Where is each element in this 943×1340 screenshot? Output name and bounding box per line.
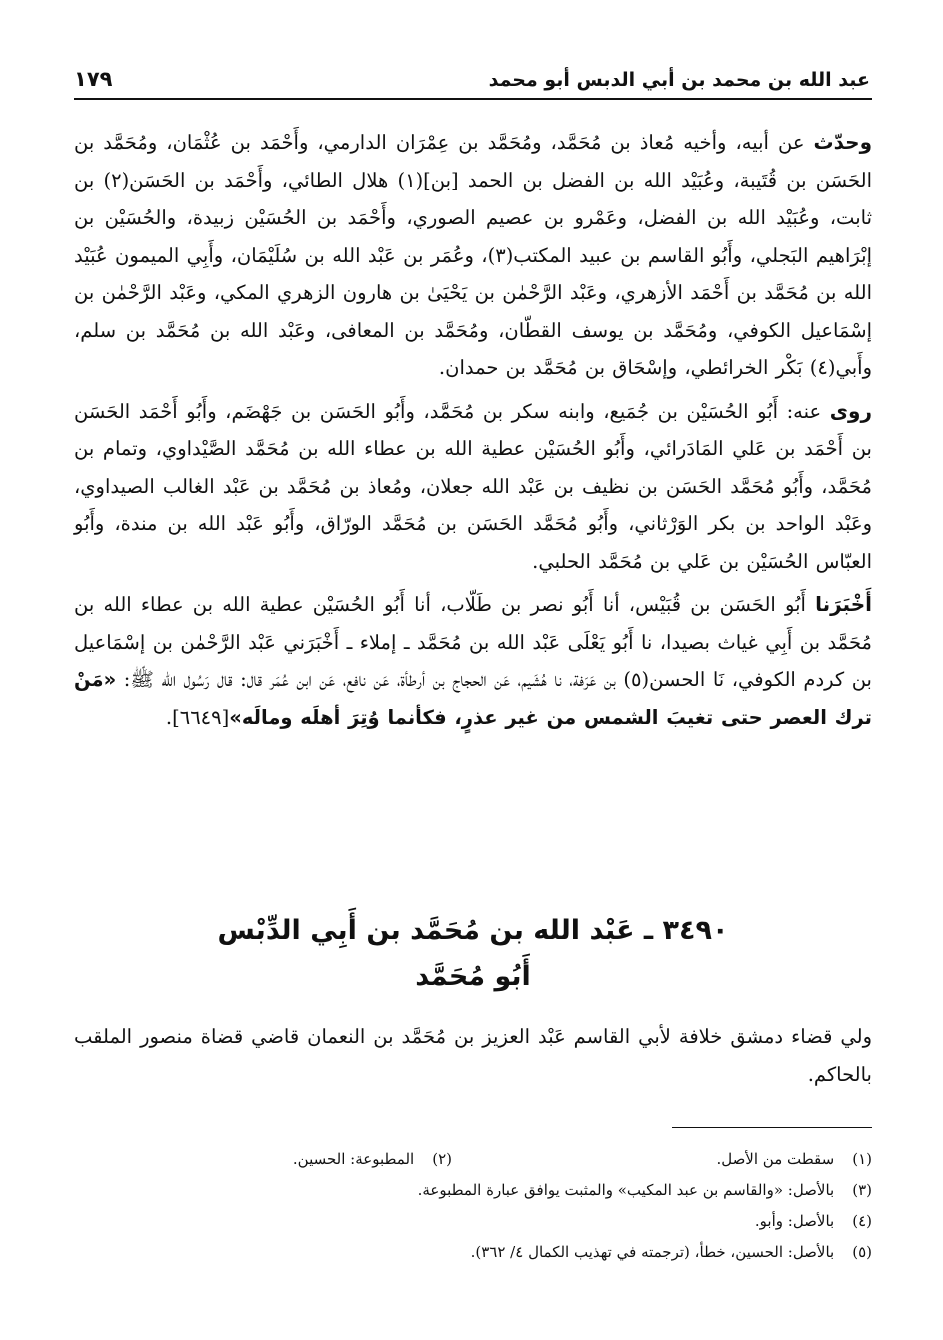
footnotes [74,1144,872,1268]
hadith-text: «مَنْ ترك العصر حتى تغيبَ الشمس من غير عذرٍ، فكأنما وُتِرَ أهلَه ومالَه» [74,668,872,729]
paragraph-lead: وحدّث [813,130,872,154]
footnote-1 [452,1144,872,1175]
footnote-number: (٥) [852,1243,872,1261]
footnote-row [74,1144,872,1175]
page-number: ١٧٩ [74,67,113,91]
paragraph-lead: أَخْبَرَنا [815,592,872,616]
header-rule [74,98,872,100]
footnote-number: (٣) [852,1181,872,1199]
footnote-number: (٢) [432,1150,452,1168]
paragraph-narrated-by [74,393,872,581]
paragraph-lead: روى [829,398,872,423]
footnote-number: (٤) [852,1212,872,1230]
footnote-rule [672,1127,872,1128]
entry-paragraph: ولي قضاء دمشق خلافة لأبي القاسم عَبْد العزيز بن مُحَمَّد بن النعمان قاضي قضاة منصور الملقب بالحاكم. [74,1025,872,1086]
footnote-text: المطبوعة: الحسين. [292,1150,415,1168]
footnote-number: (١) [852,1150,872,1168]
footnote-text: بالأصل: الحسين، خطأ، (ترجمته في تهذيب الكمال ٤/ ٣٦٢). [470,1243,835,1261]
paragraph-isnad [74,586,872,736]
footnote-text: سقطت من الأصل. [716,1150,835,1168]
footnote-row [74,1206,872,1237]
paragraph-narrated-from [74,124,872,387]
footnote-2 [293,1144,452,1175]
hadith-reference: [٦٦٤٩]. [165,705,230,729]
entry-heading [74,908,872,1000]
entry-title: ٣٤٩٠ ـ عَبْد الله بن مُحَمَّد بن أَبِي الدِّبْس [217,915,729,946]
entry-body [74,1018,872,1099]
entry-subtitle: أَبُو مُحَمَّد [415,961,531,992]
running-head: عبد الله بن محمد بن أبي الدبس أبو محمد [488,69,870,91]
footnote-5 [471,1237,872,1268]
paragraph-text: عن أبيه، وأخيه مُعاذ بن مُحَمَّد، ومُحَمَّد بن عِمْرَان الدارمي، وأَحْمَد بن عُثْمَان، ومُحَمَّد بن الحَسَن بن قُتَيبة، وعُبَيْد الله بن الفضل بن الحمد [بن](١) هلال الطائي، وأَحْمَد بن الحَسَن(٢) بن ثابت، وعُبَيْد الله بن الفضل، وعَمْرو بن عصيم الصوري، وأَحْمَد بن الحُسَيْن زبيدة، والحُسَيْن بن إبْرَاهيم البَجلي، وأَبُو القاسم بن عبيد المكتب(٣)، وعُمَر بن عَبْد الله بن سُلَيْمَان، وأَبِي الميمون عُبَيْد الله بن مُحَمَّد بن أَحْمَد الأزهري، وعَبْد الرَّحْمٰن بن يَحْيَىٰ بن هارون الزهري المكي، وعَبْد الرَّحْمٰن بن إسْمَاعيل الكوفي، ومُحَمَّد بن يوسف القطّان، ومُحَمَّد بن المعافى، وعَبْد الله بن مُحَمَّد بن سلم، وأَبي(٤) بَكْر الخرائطي، وإسْحَاق بن مُحَمَّد بن حمدان. [74,131,872,379]
footnote-row [74,1237,872,1268]
footnote-3 [418,1175,872,1206]
footnote-text: بالأصل: وأبو. [754,1212,835,1230]
footnote-row [74,1175,872,1206]
footnote-4 [755,1206,872,1237]
paragraph-text: عنه: أَبُو الحُسَيْن بن جُمَيع، وابنه سكر بن مُحَمَّد، وأَبُو الحَسَن بن جَهْضَم، وأَبُو أَحْمَد الحَسَن بن أَحْمَد بن عَلي المَادَرائي، وأَبُو الحُسَيْن عطية الله بن عطاء الله بن مُحَمَّد الصَّيْداوي، وتمام بن مُحَمَّد، وأَبُو مُحَمَّد الحَسَن بن نظيف بن عَبْد الله جعلان، ومُعاذ بن مُحَمَّد بن عَبْد الغالب الصيداوي، وعَبْد الواحد بن بكر الوَرْثاني، وأَبُو مُحَمَّد الحَسَن بن مُحَمَّد الورّاق، وأَبُو عَبْد الله بن مندة، وأَبُو العبّاس الحُسَيْن بن عَلي بن مُحَمَّد الحلبي. [74,399,872,573]
paragraph-text: أَبُو الحَسَن بن قُبَيْس، أنا أَبُو نصر بن طَلّاب، أنا أَبُو الحُسَيْن عطية الله بن عطاء الله بن مُحَمَّد بن أَبِي غياث بصيدا، نا أَبُو يَعْلَى عَبْد الله بن مُحَمَّد ـ إملاء ـ أَخْبَرَني عَبْد الرَّحْمٰن بن إسْمَاعيل بن كردم الكوفي، نَا الحسن(٥) بن عَرَفة، نا هُشَيم، عَن الحجاج بن أرطأة، عَن نافع، عَن ابن عُمَر قال: قال رَسُول الله ﷺ: [74,593,872,691]
main-text [74,124,872,742]
footnote-text: بالأصل: «والقاسم بن عبد المكيب» والمثبت يوافق عبارة المطبوعة. [417,1181,835,1199]
page-header [74,56,870,96]
